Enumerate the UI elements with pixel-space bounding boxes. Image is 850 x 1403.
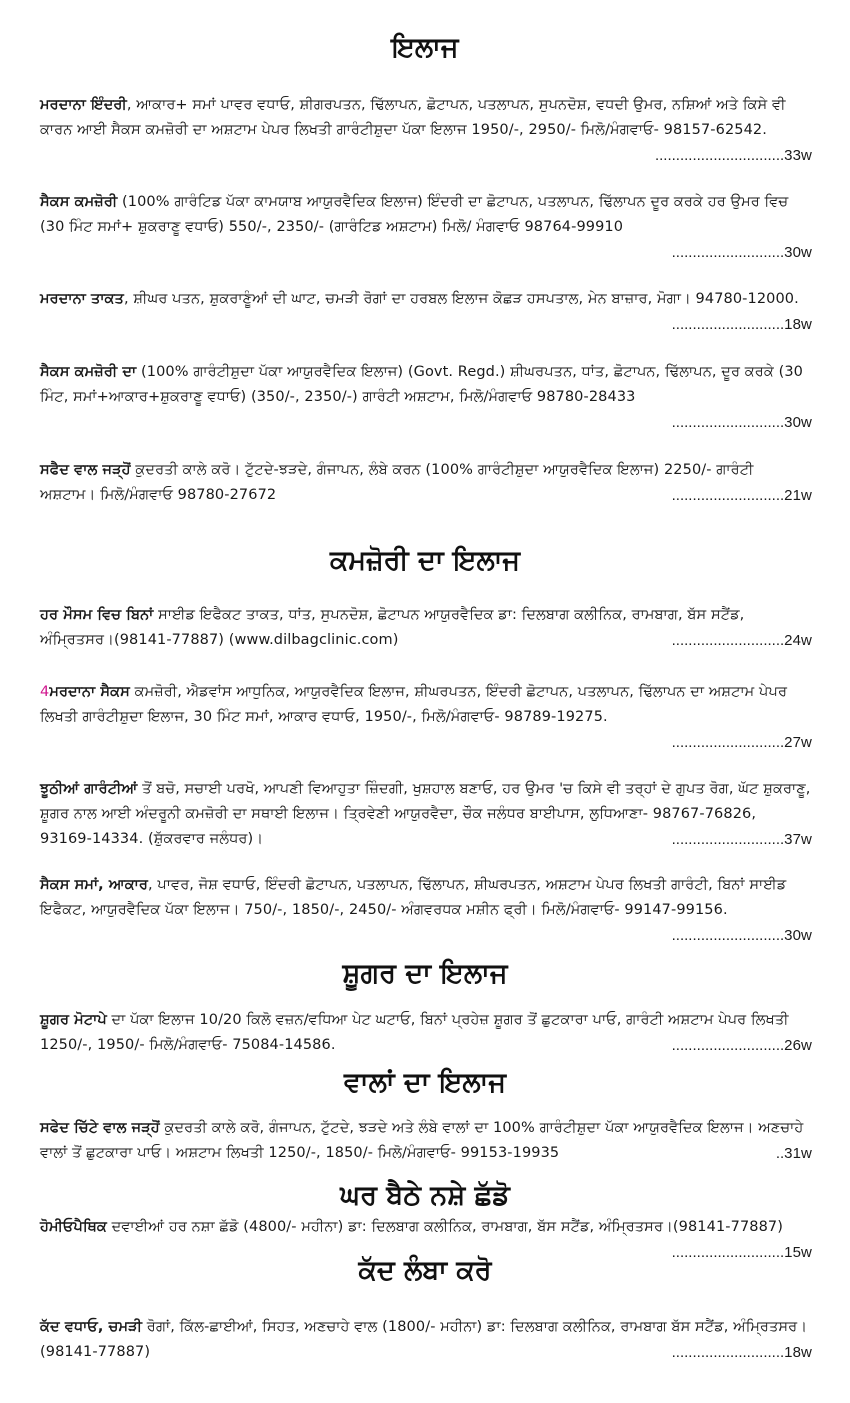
ad-code: 26w bbox=[784, 1037, 812, 1054]
ad-lead: ਮਰਦਾਨਾ ਇੰਦਰੀ bbox=[40, 97, 127, 113]
ad-leader-dots: ........................... bbox=[671, 927, 785, 944]
ad-body: , ਆਕਾਰ+ ਸਮਾਂ ਪਾਵਰ ਵਧਾਓ, ਸ਼ੀਗਰਪਤਨ, ਢਿੱਲਾਪਨ, ਛੋਟਾਪਨ, ਪਤਲਾਪਨ, ਸੁਪਨਦੋਸ਼, ਵਧਦੀ ਉਮਰ, ਨਸ਼ਿਆਂ ਅਤੇ ਕਿਸੇ ਵੀ ਕਾਰਨ ਆਈ ਸੈਕਸ ਕਮਜ਼ੋਰੀ ਦਾ ਅਸ਼ਟਾਮ ਪੇਪਰ ਲਿਖਤੀ ਗਾਰੰਟੀਸ਼ੁਦਾ ਪੱਕਾ ਇਲਾਜ 1950/-, 2950/- ਮਿਲੋ/ਮੰਗਵਾਓ- 98157-62542. bbox=[40, 97, 786, 138]
ad-code: 30w bbox=[784, 244, 812, 261]
ad-body: ਕੁਦਰਤੀ ਕਾਲੇ ਕਰੋ, ਗੰਜਾਪਨ, ਟੁੱਟਦੇ, ਝੜਦੇ ਅਤੇ ਲੰਬੇ ਵਾਲਾਂ ਦਾ 100% ਗਾਰੰਟੀਸ਼ੁਦਾ ਪੱਕਾ ਆਯੁਰਵੈਦਿਕ ਇਲਾਜ। ਅਣਚਾਹੇ ਵਾਲਾਂ ਤੋਂ ਛੁਟਕਾਰਾ ਪਾਓ। ਅਸ਼ਟਾਮ ਲਿਖਤੀ 1250/-, 1850/- ਮਿਲੋ/ਮੰਗਵਾਓ- 99153-19935 bbox=[40, 1120, 804, 1161]
classified-ad bbox=[40, 1008, 812, 1058]
ad-leader-dots: ........................... bbox=[671, 487, 785, 504]
ad-leader-dots: ........................... bbox=[671, 1344, 785, 1361]
ad-code: 33w bbox=[784, 147, 812, 164]
section-heading-height: ਕੱਦ ਲੰਬਾ ਕਰੋ bbox=[358, 1255, 492, 1286]
ad-marker: 4 bbox=[40, 684, 50, 700]
ad-body: ਕਮਜ਼ੋਰੀ, ਐਡਵਾਂਸ ਆਧੁਨਿਕ, ਆਯੁਰਵੈਦਿਕ ਇਲਾਜ, ਸ਼ੀਘਰਪਤਨ, ਇੰਦਰੀ ਛੋਟਾਪਨ, ਪਤਲਾਪਨ, ਢਿੱਲਾਪਨ ਦਾ ਅਸ਼ਟਾਮ ਪੇਪਰ ਲਿਖਤੀ ਗਾਰੰਟੀਸ਼ੁਦਾ ਇਲਾਜ, 30 ਮਿੰਟ ਸਮਾਂ, ਆਕਾਰ ਵਧਾਓ, 1950/-, ਮਿਲੋ/ਮੰਗਵਾਓ- 98789-19275. bbox=[40, 684, 788, 725]
ad-code: 30w bbox=[784, 927, 812, 944]
ad-code: 18w bbox=[784, 316, 812, 333]
ad-lead: ਮਰਦਾਨਾ ਸੈਕਸ bbox=[49, 684, 130, 700]
section-heading-quit-addiction: ਘਰ ਬੈਠੇ ਨਸ਼ੇ ਛੱਡੋ bbox=[340, 1180, 510, 1211]
ad-body: ਸਾਈਡ ਇਫੈਕਟ ਤਾਕਤ, ਧਾਂਤ, ਸੁਪਨਦੋਸ਼, ਛੋਟਾਪਨ ਆਯੁਰਵੈਦਿਕ ਡਾ: ਦਿਲਬਾਗ ਕਲੀਨਿਕ, ਰਾਮਬਾਗ, ਬੱਸ ਸਟੈਂਡ, ਅੰਮ੍ਰਿਤਸਰ।(98141-77887) (www.dilbagclinic.com) bbox=[40, 607, 745, 648]
ad-leader-dots: ........................... bbox=[671, 632, 785, 649]
ad-leader-dots: ............................... bbox=[654, 147, 785, 164]
ad-body: (100% ਗਾਰੰਟੀਸ਼ੁਦਾ ਪੱਕਾ ਆਯੁਰਵੈਦਿਕ ਇਲਾਜ) (Govt. Regd.) ਸ਼ੀਘਰਪਤਨ, ਧਾਂਤ, ਛੋਟਾਪਨ, ਢਿੱਲਾਪਨ, ਦੂਰ ਕਰਕੇ (30 ਮਿੰਟ, ਸਮਾਂ+ਆਕਾਰ+ਸ਼ੁਕਰਾਣੂ ਵਧਾਓ) (350/-, 2350/-) ਗਾਰੰਟੀ ਅਸ਼ਟਾਮ, ਮਿਲੋ/ਮੰਗਵਾਓ 98780-28433 bbox=[40, 364, 803, 405]
ad-lead: ਮਰਦਾਨਾ ਤਾਕਤ bbox=[40, 291, 124, 307]
classified-ad bbox=[40, 680, 812, 755]
section-heading-weakness: ਕਮਜ਼ੋਰੀ ਦਾ ਇਲਾਜ bbox=[329, 545, 521, 576]
ad-lead: ਸਫੇਦ ਚਿੱਟੇ ਵਾਲ ਜੜ੍ਹੋਂ bbox=[40, 1120, 160, 1136]
ad-lead: ਸ਼ੂਗਰ ਮੋਟਾਪੇ bbox=[40, 1012, 107, 1028]
ad-body: , ਪਾਵਰ, ਜੋਸ਼ ਵਧਾਓ, ਇੰਦਰੀ ਛੋਟਾਪਨ, ਪਤਲਾਪਨ, ਢਿੱਲਾਪਨ, ਸ਼ੀਘਰਪਤਨ, ਅਸ਼ਟਾਮ ਪੇਪਰ ਲਿਖਤੀ ਗਾਰੰਟੀ, ਬਿਨਾਂ ਸਾਈਡ ਇਫੈਕਟ, ਆਯੁਰਵੈਦਿਕ ਪੱਕਾ ਇਲਾਜ। 750/-, 1850/-, 2450/- ਅੰਗਵਰਧਕ ਮਸ਼ੀਨ ਫ੍ਰੀ। ਮਿਲੋ/ਮੰਗਵਾਓ- 99147-99156. bbox=[40, 877, 787, 918]
ad-code: 31w bbox=[784, 1145, 812, 1162]
ad-leader-dots: ........................... bbox=[671, 1244, 785, 1261]
ad-leader-dots: .. bbox=[775, 1145, 785, 1162]
ad-lead: ਹੋਮੀਓਪੈਥਿਕ bbox=[40, 1219, 107, 1235]
ad-body: ਕੁਦਰਤੀ ਕਾਲੇ ਕਰੋ। ਟੁੱਟਦੇ-ਝੜਦੇ, ਗੰਜਾਪਨ, ਲੰਬੇ ਕਰਨ (100% ਗਾਰੰਟੀਸ਼ੁਦਾ ਆਯੁਰਵੈਦਿਕ ਇਲਾਜ) 2250/- ਗਾਰੰਟੀ ਅਸ਼ਟਾਮ। ਮਿਲੋ/ਮੰਗਵਾਓ 98780-27672 bbox=[40, 462, 754, 503]
ad-leader-dots: ........................... bbox=[671, 316, 785, 333]
ad-body: , ਸ਼ੀਘਰ ਪਤਨ, ਸ਼ੁਕਰਾਣੂੰਆਂ ਦੀ ਘਾਟ, ਚਮੜੀ ਰੋਗਾਂ ਦਾ ਹਰਬਲ ਇਲਾਜ ਕੋਛੜ ਹਸਪਤਾਲ, ਮੇਨ ਬਾਜ਼ਾਰ, ਮੋਗਾ। 94780-12000. bbox=[123, 291, 799, 307]
ad-code: 18w bbox=[784, 1344, 812, 1361]
ad-lead: ਸਫੈਦ ਵਾਲ ਜੜ੍ਹੋਂ bbox=[40, 462, 131, 478]
ad-leader-dots: ........................... bbox=[671, 734, 785, 751]
ad-lead: ਝੂਠੀਆਂ ਗਾਰੰਟੀਆਂ bbox=[40, 781, 138, 797]
ad-code: 27w bbox=[784, 734, 812, 751]
ad-lead: ਸੈਕਸ ਸਮਾਂ, ਆਕਾਰ bbox=[40, 877, 149, 893]
ad-code: 24w bbox=[784, 632, 812, 649]
classified-ad bbox=[40, 1315, 812, 1365]
ad-body: (100% ਗਾਰੰਟਿਡ ਪੱਕਾ ਕਾਮਯਾਬ ਆਯੁਰਵੈਦਿਕ ਇਲਾਜ) ਇੰਦਰੀ ਦਾ ਛੋਟਾਪਨ, ਪਤਲਾਪਨ, ਢਿੱਲਾਪਨ ਦੂਰ ਕਰਕੇ ਹਰ ਉਮਰ ਵਿਚ (30 ਮਿੰਟ ਸਮਾਂ+ ਸ਼ੁਕਰਾਣੂ ਵਧਾਓ) 550/-, 2350/- (ਗਾਰੰਟਿਡ ਅਸ਼ਟਾਮ) ਮਿਲੋ/ ਮੰਗਵਾਓ 98764-99910 bbox=[40, 194, 789, 235]
classified-ad bbox=[40, 360, 812, 435]
classified-ad bbox=[40, 190, 812, 265]
ad-body: ਤੋਂ ਬਚੋ, ਸਚਾਈ ਪਰਖੋ, ਆਪਣੀ ਵਿਆਹੁਤਾ ਜ਼ਿੰਦਗੀ, ਖੁਸ਼ਹਾਲ ਬਣਾਓ, ਹਰ ਉਮਰ 'ਚ ਕਿਸੇ ਵੀ ਤਰ੍ਹਾਂ ਦੇ ਗੁਪਤ ਰੋਗ, ਘੱਟ ਸ਼ੁਕਰਾਣੂ, ਸ਼ੂਗਰ ਨਾਲ ਆਈ ਅੰਦਰੂਨੀ ਕਮਜ਼ੋਰੀ ਦਾ ਸਥਾਈ ਇਲਾਜ। ਤ੍ਰਿਵੇਣੀ ਆਯੁਰਵੈਦਾ, ਚੌਕ ਜਲੰਧਰ ਬਾਈਪਾਸ, ਲੁਧਿਆਣਾ- 98767-76826, 93169-14334. (ਸ਼ੁੱਕਰਵਾਰ ਜਲੰਧਰ)। bbox=[40, 781, 811, 847]
section-heading-treatment: ਇਲਾਜ bbox=[391, 32, 459, 63]
classified-ad bbox=[40, 93, 812, 168]
section-heading-hair: ਵਾਲਾਂ ਦਾ ਇਲਾਜ bbox=[344, 1067, 506, 1098]
ad-code: 15w bbox=[784, 1244, 812, 1261]
ad-body: ਦਵਾਈਆਂ ਹਰ ਨਸ਼ਾ ਛੱਡੋ (4800/- ਮਹੀਨਾ) ਡਾ: ਦਿਲਬਾਗ ਕਲੀਨਿਕ, ਰਾਮਬਾਗ, ਬੱਸ ਸਟੈਂਡ, ਅੰਮ੍ਰਿਤਸਰ।(98141-77887) bbox=[106, 1219, 784, 1235]
ad-lead: ਹਰ ਮੌਸਮ ਵਿਚ ਬਿਨਾਂ bbox=[40, 607, 154, 623]
ad-code: 30w bbox=[784, 414, 812, 431]
ad-code: 37w bbox=[784, 831, 812, 848]
classified-ad bbox=[40, 458, 812, 508]
ad-body: ਰੋਗਾਂ, ਕਿੱਲ-ਛਾਈਆਂ, ਸਿਹਤ, ਅਣਚਾਹੇ ਵਾਲ (1800/- ਮਹੀਨਾ) ਡਾ: ਦਿਲਬਾਗ ਕਲੀਨਿਕ, ਰਾਮਬਾਗ ਬੱਸ ਸਟੈਂਡ, ਅੰਮ੍ਰਿਤਸਰ।(98141-77887) bbox=[40, 1319, 808, 1360]
ad-lead: ਸੈਕਸ ਕਮਜ਼ੋਰੀ bbox=[40, 194, 118, 210]
classified-ad bbox=[40, 777, 812, 852]
classified-ad bbox=[40, 287, 812, 337]
classified-ad bbox=[40, 603, 812, 653]
classified-ad bbox=[40, 873, 812, 948]
section-heading-sugar: ਸ਼ੂਗਰ ਦਾ ਇਲਾਜ bbox=[342, 958, 508, 989]
ad-leader-dots: ........................... bbox=[671, 414, 785, 431]
ad-body: ਦਾ ਪੱਕਾ ਇਲਾਜ 10/20 ਕਿਲੋ ਵਜ਼ਨ/ਵਧਿਆ ਪੇਟ ਘਟਾਓ, ਬਿਨਾਂ ਪ੍ਰਹੇਜ਼ ਸ਼ੂਗਰ ਤੋਂ ਛੁਟਕਾਰਾ ਪਾਓ, ਗਾਰੰਟੀ ਅਸ਼ਟਾਮ ਪੇਪਰ ਲਿਖਤੀ 1250/-, 1950/- ਮਿਲੋ/ਮੰਗਵਾਓ- 75084-14586. bbox=[40, 1012, 789, 1053]
ad-leader-dots: ........................... bbox=[671, 831, 785, 848]
ad-lead: ਸੈਕਸ ਕਮਜ਼ੋਰੀ ਦਾ bbox=[40, 364, 137, 380]
ad-leader-dots: ........................... bbox=[671, 1037, 785, 1054]
ad-leader-dots: ........................... bbox=[671, 244, 785, 261]
ad-code: 21w bbox=[784, 487, 812, 504]
classified-ad bbox=[40, 1116, 812, 1166]
ad-lead: ਕੱਦ ਵਧਾਓ, ਚਮੜੀ bbox=[40, 1319, 143, 1335]
